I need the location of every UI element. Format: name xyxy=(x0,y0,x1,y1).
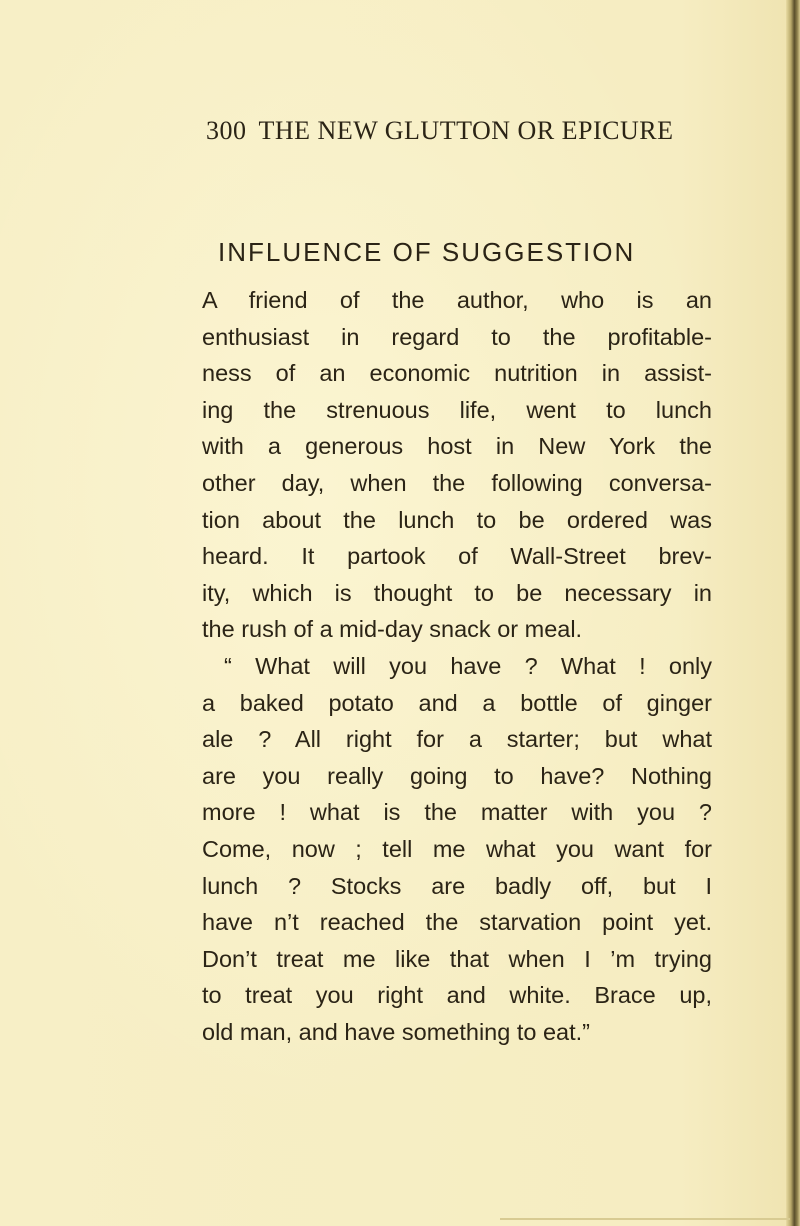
text-line: have n’t reached the starvation point yet. xyxy=(202,909,712,936)
text-line: Don’t treat me like that when I ’m trying xyxy=(202,945,712,972)
text-line: tion about the lunch to be ordered was xyxy=(202,506,712,533)
text-line: to treat you right and white. Brace up, xyxy=(202,982,712,1009)
page-binding-edge xyxy=(786,0,800,1226)
text-line: A friend of the author, who is an xyxy=(202,287,712,313)
text-line: a baked potato and a bottle of ginger xyxy=(202,689,712,716)
text-line: enthusiast in regard to the profitable- xyxy=(202,323,712,350)
page-bottom-edge xyxy=(500,1218,790,1220)
text-line: more ! what is the matter with you ? xyxy=(202,799,712,826)
text-line: ale ? All right for a starter; but what xyxy=(202,726,712,753)
text-line: heard. It partook of Wall-Street brev- xyxy=(202,543,712,570)
text-line: the rush of a mid-day snack or meal. xyxy=(202,616,583,643)
text-line: “ What will you have ? What ! only xyxy=(224,652,712,679)
page-number: 300 xyxy=(206,116,247,145)
text-line: lunch ? Stocks are badly off, but I xyxy=(202,872,712,899)
text-line: old man, and have something to eat.” xyxy=(202,1018,590,1045)
text-line: are you really going to have? Nothing xyxy=(202,762,712,789)
text-line: other day, when the following conversa- xyxy=(202,469,712,496)
running-head xyxy=(206,116,674,146)
section-title: INFLUENCE OF SUGGESTION xyxy=(218,237,636,267)
body-text xyxy=(202,282,712,1050)
text-line: ing the strenuous life, went to lunch xyxy=(202,396,712,423)
text-line: Come, now ; tell me what you want for xyxy=(202,835,712,862)
text-line: with a generous host in New York the xyxy=(202,433,712,460)
book-title: THE NEW GLUTTON OR EPICURE xyxy=(258,116,674,145)
text-line: ity, which is thought to be necessary in xyxy=(202,579,712,606)
text-line: ness of an economic nutrition in assist- xyxy=(202,360,712,387)
